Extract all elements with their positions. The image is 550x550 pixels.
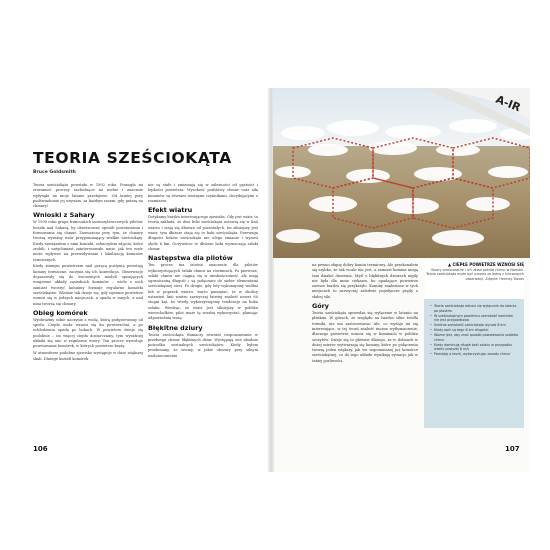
body-paragraph: Teoria sześciokąta sprawdza się wyłącznie w lataniu na płaskim. W górach, ze względu na bardzo silne źródła termiki, nie ma zastosowania. Ale, co wydaje mi się interesujące, w tej teorii znaleźć można wytłumaczenie, dlaczego powietrze wznosi się w kominach w pobliżu szczytów. Dzieje się to głównie dlatego, że w dolinach w dużej mierze wytwarzają się kominy, które po połączeniu tworzą jeden większy, jak we wspomnianej już komórce sześciokątnej, co do tego układu wynikają sytuacje jak w taniej gorliwości. — [312, 311, 418, 363]
section-heading: Obieg komórek — [33, 308, 88, 317]
page-number-left: 106 — [33, 445, 48, 453]
intro-paragraph: Teoria sześciokąta powstała w 1992 roku. Pomogła mi zrozumieć procesy zachodzące na niebie i znacznie wpłynęła na moje latanie przełajowe. Od tamtej pory podświadomie jej używam, za każdym razem, gdy patrzę na chmury! — [33, 183, 143, 209]
section-heading: Góry — [312, 302, 329, 311]
key-points-box — [424, 299, 524, 428]
key-point: • Teoria sześciokąta odnosi się wyłącznie do latania po płaskim — [430, 304, 519, 313]
text-column-3 — [312, 263, 418, 366]
body-paragraph: Teoria sześciokąta tłumaczy również rozpoznawanie w przebiegu chmur błękitnych dziur. Występują one idealnie pośrodku wirtualnych sześciokątów. Kiedy byłem przekonany, że wiemy, w jakie obszary przy silnym nasłonecznieniu — [148, 332, 258, 358]
caption-title: ▲ CIEPŁE POWIETRZE WZNOSI SIĘ — [448, 262, 524, 267]
body-paragraph: Dotykamy bardzo interesującego zjawiska. Gdy jest wiatr, to teoria zakłada, że dwa boki sześciokąta ustawią się w linii wiatru i stają się dłuższe od pozostałych. Im silniejszy jest wiatr, tym dłuższe stają się te boki sześciokąta. Przewaga długości boków sześciokąta nie ulega zmianie i wynosi około 6 km. Oczywiście te dłuższe boki wyznaczają szlaki chmur. — [148, 215, 258, 251]
text-column-2 — [148, 183, 258, 361]
aerial-cloud-photo — [273, 88, 530, 258]
section-heading: Wnioski z Sahary — [33, 211, 95, 220]
article-author: Bruce Goldsmith — [33, 170, 76, 175]
body-paragraph: W 1990 roku grupa francuskich motoszybowcowych pilotów leciała nad Saharą, by obserwować sposób powstawania i formowania się chmur. Zauważono przy tym, że chmury tworzą wyraźny wzór przypominający wielkie sześciokąty. Kiedy nawiązałem z nimi kontakt, zobaczyłem zdjęcia, które zrobili, i natychmiast zainteresowało mnie, jak ten wzór może wpływać na przewidywanie i lokalizację kominów termicznych. — [33, 220, 143, 262]
key-point: • W sześciokątnym powietrzu szerokość kominów nie jest przypadkowa — [430, 314, 519, 323]
section-heading: Błękitne dziury — [148, 323, 203, 332]
wing-lettering: A-IR — [493, 92, 523, 115]
body-paragraph: Wyobraźmy sobie naczynie z wodą, którą podgrzewamy od spodu. Ciepła woda wznosi się ku powierzchni, a po ochłodzeniu opada po bokach. W powietrzu dzieje się podobnie – im więcej ciepła dostarczamy, tym wyraźniej układa się ono w regularne wzory. Ten proces wywołuje powstawanie komórek, w których powietrze krąży. — [33, 317, 143, 349]
body-paragraph: W atmosferze podobne zjawisko występuje w dużo większej skali. Dlatego kształt komórek — [33, 351, 143, 361]
section-heading: Następstwa dla pilotów — [148, 254, 233, 263]
body-paragraph: Kiedy zimnym powietrzem nad gorącą pustynią powstają kominy termiczne, zaczyna się ich konwekcja. Obserwacje dopasowały się do ówczesnych modeli opisujących wzajemne układy sąsiednich kominów – wiele z nich zamiast tworzyć kolumny formuje regularne komórki sześciokątne. Właśnie tak dzieje się, gdy ogrzane powietrze wznosi się w jednych miejscach, a opada w innych, a nad nimi tworzą się chmury. — [33, 264, 143, 306]
page-number-right: 107 — [505, 445, 520, 453]
article-title: TEORIA SZEŚCIOKĄTA — [33, 149, 232, 167]
key-point: • Średnia szerokość sześciokąta wynosi 6 km — [430, 323, 519, 328]
aerial-photo-illustration — [273, 88, 530, 258]
key-point: • Pamiętaj o teorii, wykorzystując zasady chmur — [430, 352, 519, 357]
key-point: • Kiedy dominują długie boki szlaku w przypadku wiatru powyżej 6 m/s — [430, 343, 519, 352]
key-point: • Kiedy boki są tego 6 km długości — [430, 328, 519, 333]
body-paragraph: nie są stałe i zmieniają się w zależności od gęstości i lepkości powietrza. Wysokość podstawy chmur oraz siła kominów są również istotnymi czynnikami, decydującymi o rozmiarze. — [148, 183, 258, 203]
caption-body: Wzory sześciokątne i ich układ pośród chmur w Namibii. Teoria sześciokąta może być uznana za jedną z kluczowych obserwacji. Zdjęcie: Hermey Trovas — [426, 268, 524, 281]
key-point: • Ważne jest, aby znać sposób powstawania szlaków chmur — [430, 333, 519, 342]
section-heading: Efekt wiatru — [148, 206, 193, 215]
body-paragraph: Ten proces ma istotne znaczenie dla pilotów wykorzystujących szlaki chmur na równinach. Po pierwsze, szlaki chmur nie ciągną się w nieskończoność, ale mają ograniczoną długość i są połączone do siebie elementami sześciokątnej sieci. Po drugie, gdy loty wykonujemy wzdłuż lub w poprzek wiatru, warto pamiętać, że w okolicy ustawień linii wiatru zazwyczaj łatwiej znaleźć nawet 60 stopni kąt, bo wtedy wykorzystujemy tendencje na boku szlaku. Wiedząc, że wiatr jest silniejszy w pobliżu wierzchołków, pilot może tę wiedzę wykorzystać, planując odpowiednią trasę. — [148, 263, 258, 321]
text-column-1 — [33, 183, 143, 363]
body-paragraph: na pewno złapię dobry komin termiczny. Ale przekonałem się szybko, że tak wcale nie jest, a zamiast komina mogą tam działać duszenia. Myśl o błękitnych dziurach nigdy nie była dla mnie ciekawa, bo opadające powietrze zawsze bardzo się przykrzyło. Kominy znalezione w tych miejscach to zazwyczaj zaledwie pojedyncze prądy o słabej sile. — [312, 263, 418, 299]
